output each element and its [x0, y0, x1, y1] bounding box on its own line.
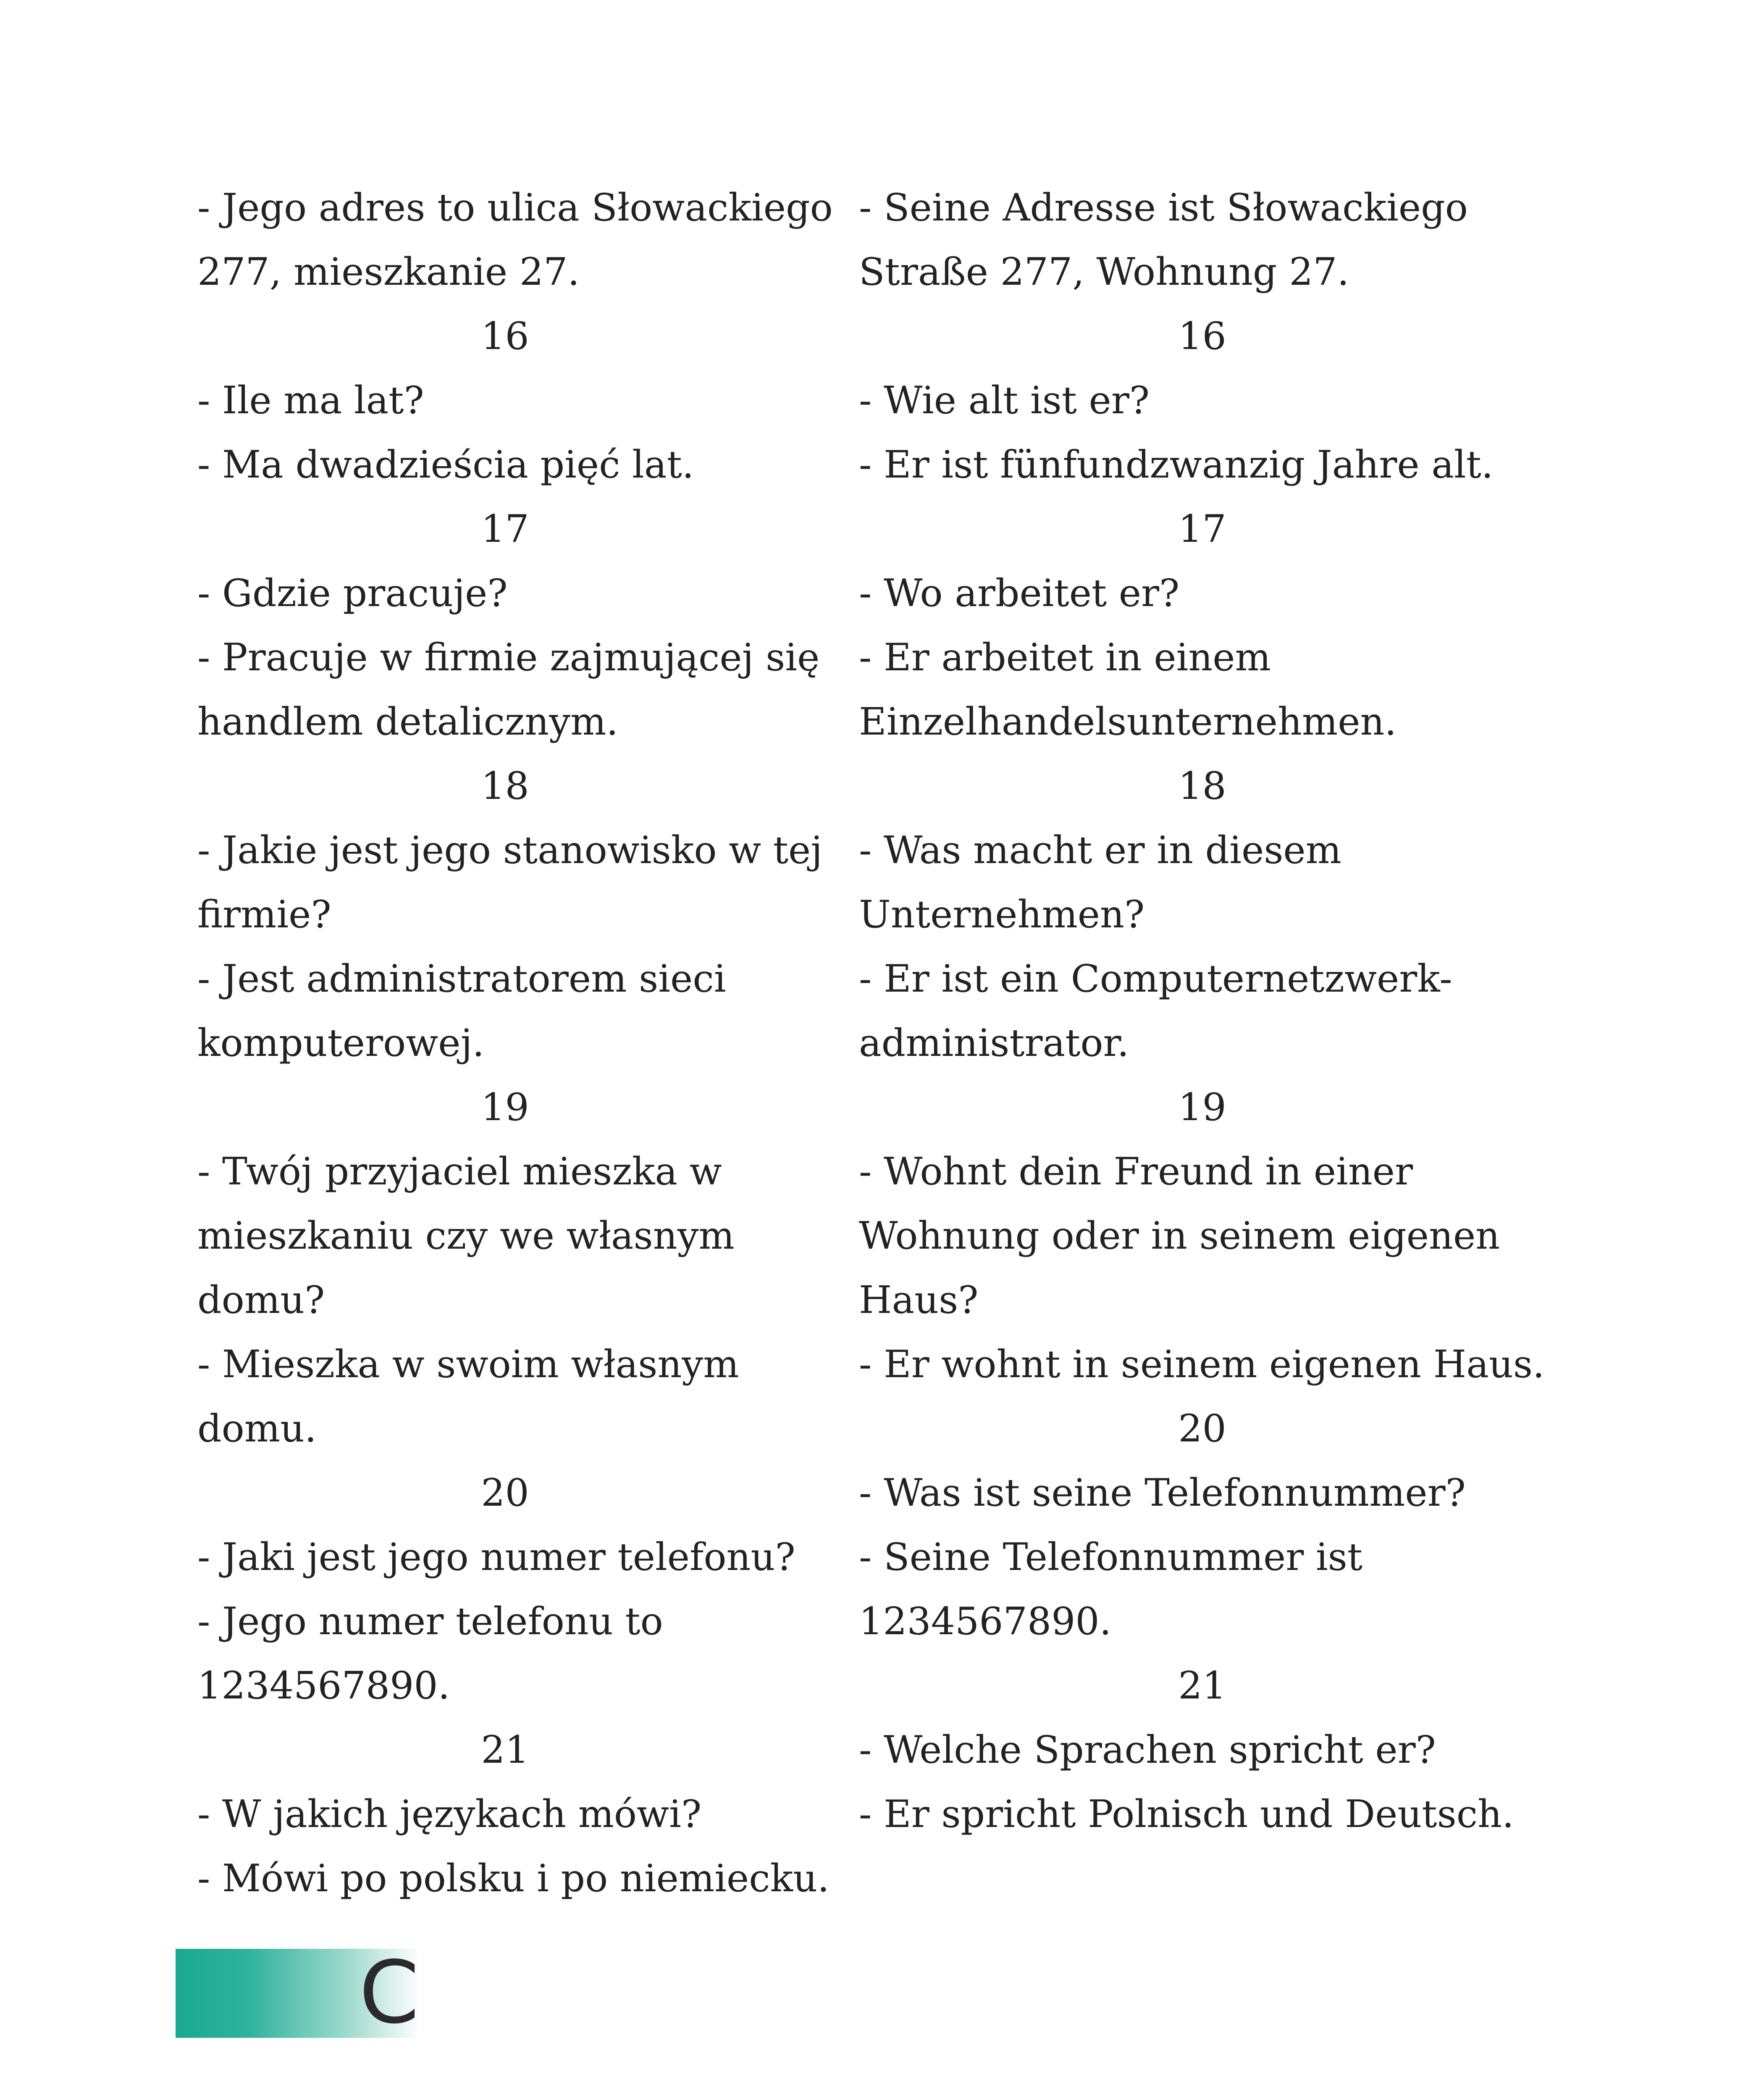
- polish-dialogue-line: 1234567890.: [197, 1664, 450, 1708]
- polish-dialogue-line: - Mieszka w swoim własnym: [197, 1342, 739, 1386]
- german-dialogue-line: Einzelhandelsunternehmen.: [859, 700, 1397, 744]
- dialogue-number: 19: [481, 1085, 529, 1129]
- polish-dialogue-line: - W jakich językach mówi?: [197, 1792, 702, 1836]
- closing-quotes: [176, 2095, 1211, 2100]
- dialogue-number: 16: [481, 314, 529, 358]
- polish-dialogue-line: - Gdzie pracuje?: [197, 571, 508, 615]
- german-dialogue-line: - Wo arbeitet er?: [859, 571, 1180, 615]
- dialogue-number: 17: [1178, 507, 1226, 551]
- german-dialogue-line: - Welche Sprachen spricht er?: [859, 1728, 1436, 1772]
- dialogue-number: 17: [481, 507, 529, 551]
- dialogue-number: 20: [1178, 1407, 1226, 1451]
- german-dialogue-line: - Er wohnt in seinem eigenen Haus.: [859, 1342, 1545, 1386]
- polish-dialogue-line: 277, mieszkanie 27.: [197, 250, 580, 294]
- german-dialogue-line: - Was macht er in diesem: [859, 828, 1341, 872]
- german-dialogue-line: - Was ist seine Telefonnummer?: [859, 1471, 1466, 1515]
- polish-dialogue-line: - Jest administratorem sieci: [197, 957, 726, 1001]
- dialogue-number: 21: [481, 1728, 529, 1772]
- dialogue-number: 21: [1178, 1664, 1226, 1708]
- german-dialogue-line: - Seine Adresse ist Słowackiego: [859, 186, 1468, 230]
- german-dialogue-line: 1234567890.: [859, 1599, 1112, 1643]
- polish-dialogue-line: - Ma dwadzieścia pięć lat.: [197, 443, 694, 487]
- german-dialogue-line: Straße 277, Wohnung 27.: [859, 250, 1349, 294]
- german-dialogue-line: - Er arbeitet in einem: [859, 635, 1271, 680]
- dialogue-number: 20: [481, 1471, 529, 1515]
- polish-column: [197, 176, 833, 1911]
- german-dialogue-line: administrator.: [859, 1021, 1129, 1065]
- polish-dialogue-line: handlem detalicznym.: [197, 700, 619, 744]
- polish-dialogue-line: domu?: [197, 1278, 325, 1322]
- dialogue-number: 18: [481, 764, 529, 808]
- polish-dialogue-line: - Jaki jest jego numer telefonu?: [197, 1535, 795, 1579]
- dialogue-number: 19: [1178, 1085, 1226, 1129]
- polish-dialogue-line: domu.: [197, 1407, 317, 1451]
- german-column: [859, 176, 1573, 1846]
- german-dialogue-line: - Wie alt ist er?: [859, 378, 1150, 423]
- german-dialogue-line: Wohnung oder in seinem eigenen: [859, 1214, 1500, 1258]
- polish-dialogue-line: firmie?: [197, 892, 331, 937]
- section-letter: C: [359, 1943, 420, 2043]
- polish-dialogue-line: - Jego numer telefonu to: [197, 1599, 663, 1643]
- polish-dialogue-line: komputerowej.: [197, 1021, 485, 1065]
- german-dialogue-line: Unternehmen?: [859, 892, 1145, 937]
- dialogue-number: 16: [1178, 314, 1226, 358]
- polish-dialogue-line: - Mówi po polsku i po niemiecku.: [197, 1856, 830, 1900]
- dialogue-number: 18: [1178, 764, 1226, 808]
- german-dialogue-line: - Er ist fünfundzwanzig Jahre alt.: [859, 443, 1494, 487]
- quote-polish: [176, 2095, 1211, 2100]
- german-dialogue-line: - Wohnt dein Freund in einer: [859, 1150, 1413, 1194]
- polish-dialogue-line: - Pracuje w firmie zajmującej się: [197, 635, 820, 680]
- german-dialogue-line: - Seine Telefonnummer ist: [859, 1535, 1363, 1579]
- german-dialogue-line: Haus?: [859, 1278, 979, 1322]
- polish-dialogue-line: - Jakie jest jego stanowisko w tej: [197, 828, 823, 872]
- polish-dialogue-line: - Twój przyjaciel mieszka w: [197, 1150, 722, 1194]
- polish-dialogue-line: - Ile ma lat?: [197, 378, 424, 423]
- polish-dialogue-line: - Jego adres to ulica Słowackiego: [197, 186, 833, 230]
- german-dialogue-line: - Er ist ein Computernetzwerk-: [859, 957, 1452, 1001]
- german-dialogue-line: - Er spricht Polnisch und Deutsch.: [859, 1792, 1514, 1836]
- polish-dialogue-line: mieszkaniu czy we własnym: [197, 1214, 735, 1258]
